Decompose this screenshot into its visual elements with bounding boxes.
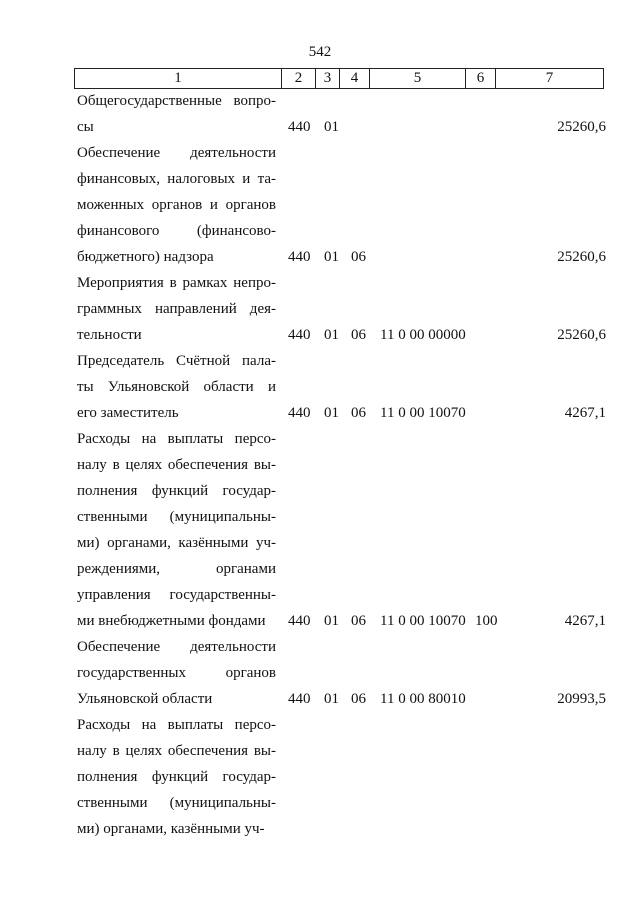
description-line: ми) органами, казёнными уч- xyxy=(77,535,276,551)
description-line: финансового (финансово- xyxy=(77,223,276,239)
cell-col-6: 100 xyxy=(475,613,498,629)
description-line: сы xyxy=(77,119,94,135)
description-line: бюджетного) надзора xyxy=(77,249,214,265)
description-line: его заместитель xyxy=(77,405,179,421)
header-col-2: 2 xyxy=(282,69,316,89)
cell-col-2: 440 xyxy=(288,691,311,707)
row-description xyxy=(77,712,276,842)
page-number: 542 xyxy=(308,44,332,60)
row-description xyxy=(77,634,276,712)
cell-col-3: 01 xyxy=(324,691,339,707)
row-description xyxy=(77,140,276,270)
row-codes xyxy=(276,348,606,426)
row-codes xyxy=(276,712,606,842)
description-line: государственных органов xyxy=(77,665,276,681)
cell-col-3: 01 xyxy=(324,249,339,265)
row-description xyxy=(77,348,276,426)
cell-col-4: 06 xyxy=(351,249,366,265)
cell-col-3: 01 xyxy=(324,613,339,629)
header-col-7: 7 xyxy=(496,69,604,89)
header-col-1: 1 xyxy=(75,69,282,89)
row-codes xyxy=(276,140,606,270)
cell-col-3: 01 xyxy=(324,405,339,421)
cell-col-2: 440 xyxy=(288,119,311,135)
row-codes xyxy=(276,634,606,712)
cell-col-7: 25260,6 xyxy=(557,327,606,343)
description-line: тельности xyxy=(77,327,142,343)
description-line: Мероприятия в рамках непро- xyxy=(77,275,276,291)
header-col-3: 3 xyxy=(316,69,340,89)
cell-col-4: 06 xyxy=(351,691,366,707)
description-line: Председатель Счётной пала- xyxy=(77,353,276,369)
description-line: Расходы на выплаты персо- xyxy=(77,431,276,447)
description-line: Общегосударственные вопро- xyxy=(77,93,276,109)
cell-col-2: 440 xyxy=(288,249,311,265)
cell-col-3: 01 xyxy=(324,327,339,343)
description-line: полнения функций государ- xyxy=(77,483,276,499)
cell-col-4: 06 xyxy=(351,613,366,629)
cell-col-5: 11 0 00 80010 xyxy=(380,691,466,707)
description-line: Расходы на выплаты персо- xyxy=(77,717,276,733)
table-row xyxy=(0,88,640,140)
table-row xyxy=(0,348,640,426)
cell-col-2: 440 xyxy=(288,327,311,343)
row-description xyxy=(77,426,276,634)
row-codes xyxy=(276,426,606,634)
table-row xyxy=(0,712,640,842)
cell-col-4: 06 xyxy=(351,327,366,343)
cell-col-2: 440 xyxy=(288,405,311,421)
description-line: ты Ульяновской области и xyxy=(77,379,276,395)
table-row xyxy=(0,634,640,712)
table-row xyxy=(0,426,640,634)
description-line: Ульяновской области xyxy=(77,691,213,707)
cell-col-4: 06 xyxy=(351,405,366,421)
header-col-4: 4 xyxy=(340,69,370,89)
description-line: Обеспечение деятельности xyxy=(77,639,276,655)
cell-col-7: 25260,6 xyxy=(557,249,606,265)
cell-col-7: 4267,1 xyxy=(564,405,606,421)
row-description xyxy=(77,270,276,348)
description-line: налу в целях обеспечения вы- xyxy=(77,457,276,473)
budget-table-body xyxy=(0,88,640,842)
description-line: финансовых, налоговых и та- xyxy=(77,171,276,187)
description-line: ственными (муниципальны- xyxy=(77,795,276,811)
description-line: налу в целях обеспечения вы- xyxy=(77,743,276,759)
table-row xyxy=(0,270,640,348)
description-line: полнения функций государ- xyxy=(77,769,276,785)
cell-col-5: 11 0 00 00000 xyxy=(380,327,466,343)
table-row xyxy=(0,140,640,270)
description-line: ми) органами, казёнными уч- xyxy=(77,821,265,837)
row-codes xyxy=(276,88,606,140)
header-col-6: 6 xyxy=(466,69,496,89)
cell-col-7: 20993,5 xyxy=(557,691,606,707)
description-line: управления государственны- xyxy=(77,587,276,603)
description-line: Обеспечение деятельности xyxy=(77,145,276,161)
row-codes xyxy=(276,270,606,348)
row-description xyxy=(77,88,276,140)
column-header-table xyxy=(74,68,604,89)
description-line: ми внебюджетными фондами xyxy=(77,613,266,629)
cell-col-5: 11 0 00 10070 xyxy=(380,613,466,629)
description-line: моженных органов и органов xyxy=(77,197,276,213)
description-line: граммных направлений дея- xyxy=(77,301,276,317)
header-col-5: 5 xyxy=(370,69,466,89)
description-line: ственными (муниципальны- xyxy=(77,509,276,525)
cell-col-3: 01 xyxy=(324,119,339,135)
cell-col-5: 11 0 00 10070 xyxy=(380,405,466,421)
cell-col-2: 440 xyxy=(288,613,311,629)
cell-col-7: 4267,1 xyxy=(564,613,606,629)
cell-col-7: 25260,6 xyxy=(557,119,606,135)
description-line: реждениями, органами xyxy=(77,561,276,577)
